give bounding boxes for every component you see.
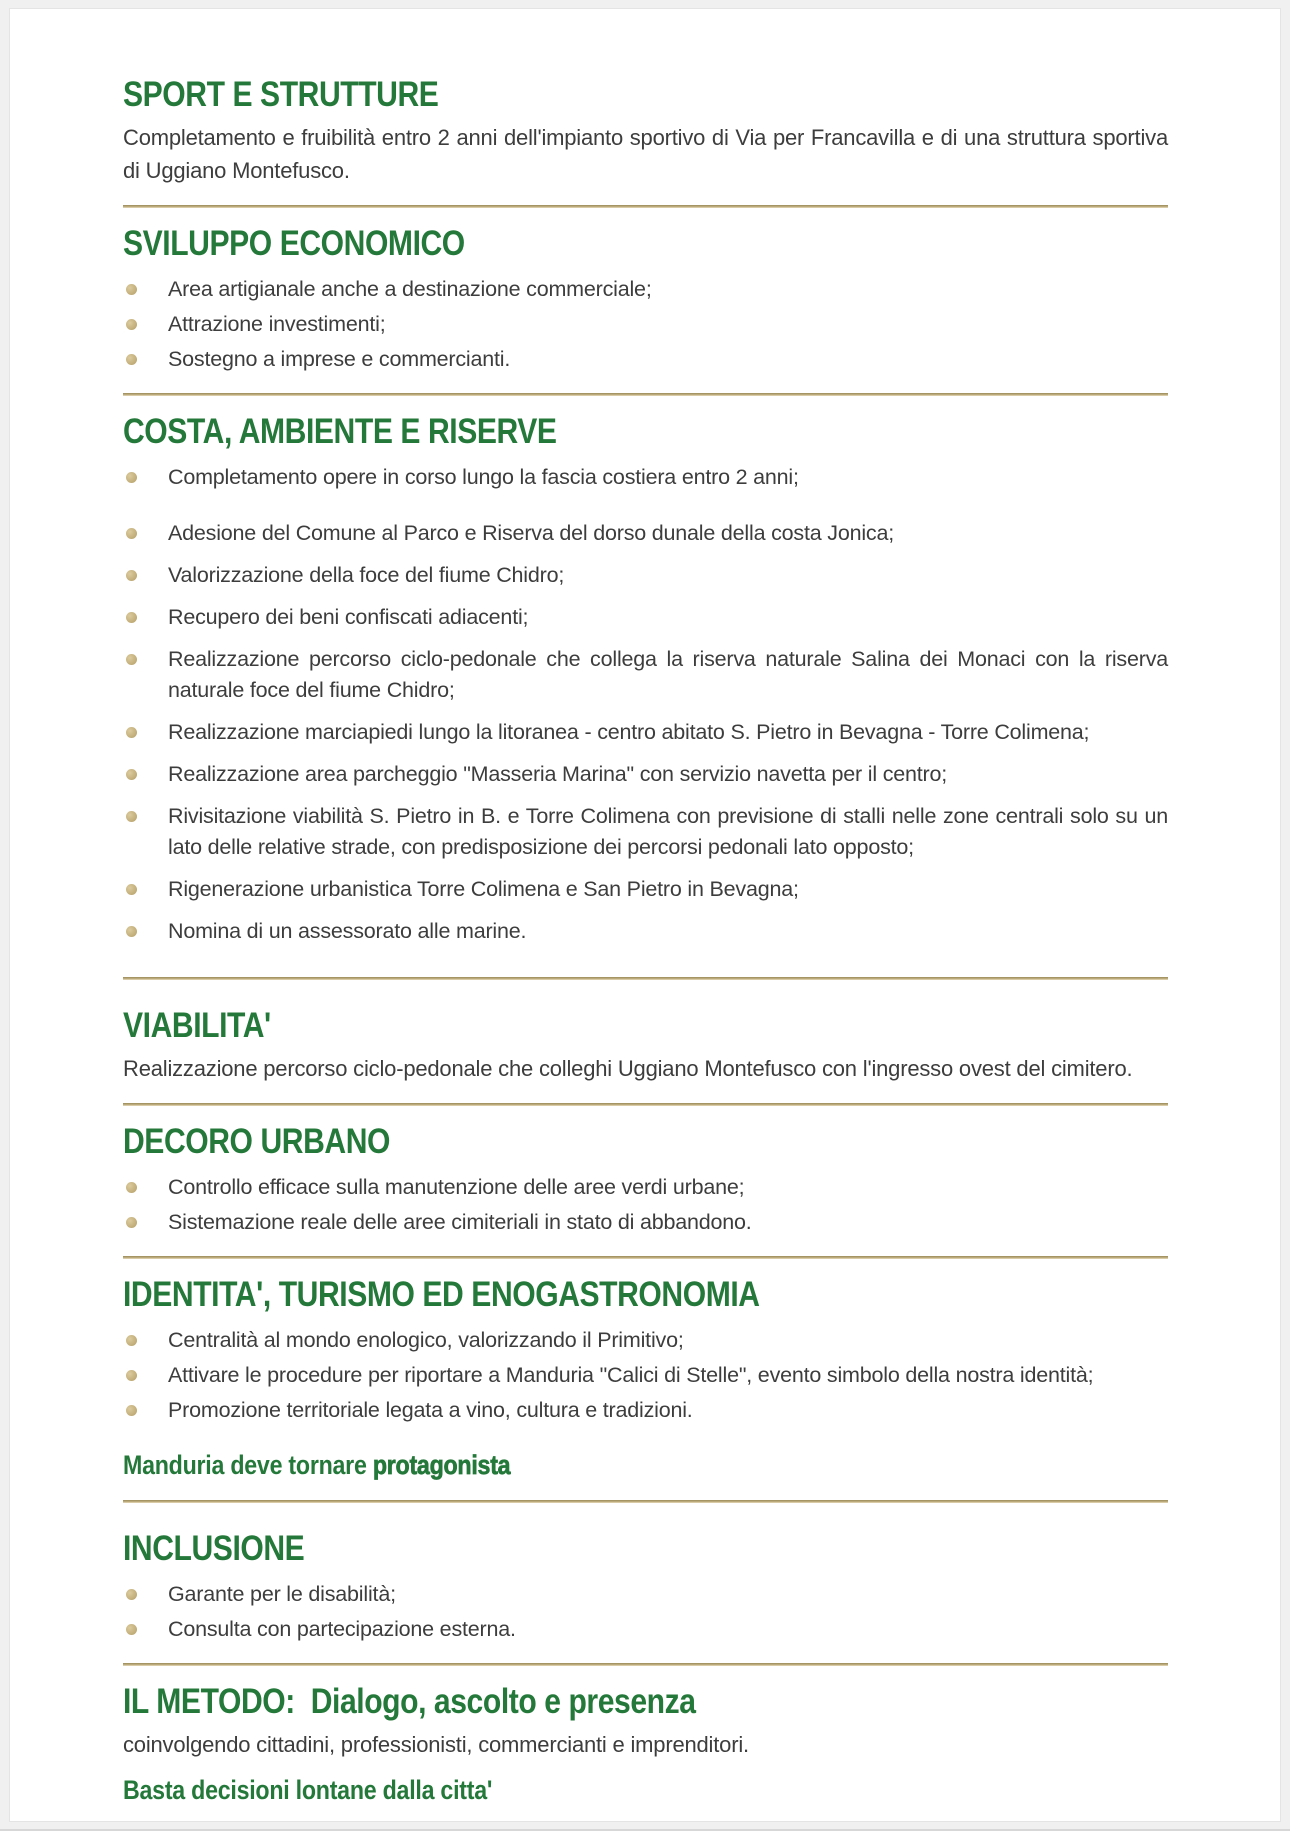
list-item-text: Area artigianale anche a destinazione commerciale; <box>168 277 652 301</box>
bullet-dot-icon <box>126 926 137 937</box>
list-item <box>123 1207 1168 1238</box>
list-item-text: Consulta con partecipazione esterna. <box>168 1617 516 1641</box>
section-paragraph: Completamento e fruibilità entro 2 anni dell'impianto sportivo di Via per Francavilla e di una struttura sportiva di Uggiano Montefusco. <box>123 125 1168 183</box>
bullet-dot-icon <box>126 570 137 581</box>
list-item <box>123 1579 1168 1610</box>
bullet-dot-icon <box>126 1370 137 1381</box>
section-title-identita-turismo-enogastronomia: IDENTITA', TURISMO ED ENOGASTRONOMIA <box>123 1275 760 1314</box>
list-item-text: Garante per le disabilità; <box>168 1582 396 1606</box>
list-item-text: Realizzazione marciapiedi lungo la litoranea - centro abitato S. Pietro in Bevagna - Torre Colimena; <box>168 720 1090 744</box>
bullet-dot-icon <box>126 1624 137 1635</box>
list-item <box>123 1325 1168 1356</box>
tagline-normal-text: Manduria deve tornare <box>123 1450 373 1480</box>
bullet-dot-icon <box>126 1182 137 1193</box>
list-item-text: Attrazione investimenti; <box>168 312 386 336</box>
list-item <box>123 644 1168 706</box>
bullet-dot-icon <box>126 654 137 665</box>
bullet-list <box>123 462 1168 947</box>
bullet-dot-icon <box>126 1217 137 1228</box>
divider <box>123 1500 1168 1503</box>
list-item <box>123 1395 1168 1426</box>
list-item-text: Centralità al mondo enologico, valorizzando il Primitivo; <box>168 1328 684 1352</box>
list-item-text: Sistemazione reale delle aree cimiteriali in stato di abbandono. <box>168 1210 752 1234</box>
section-paragraph: coinvolgendo cittadini, professionisti, commercianti e imprenditori. <box>123 1732 749 1757</box>
section-title-viabilita: VIABILITA' <box>123 1006 271 1045</box>
list-item-text: Adesione del Comune al Parco e Riserva del dorso dunale della costa Jonica; <box>168 521 894 545</box>
list-item <box>123 560 1168 591</box>
list-item <box>123 602 1168 633</box>
list-item-text: Recupero dei beni confiscati adiacenti; <box>168 605 529 629</box>
list-item <box>123 344 1168 375</box>
divider <box>123 393 1168 396</box>
divider <box>123 1103 1168 1106</box>
section-title-inclusione: INCLUSIONE <box>123 1529 305 1568</box>
bullet-dot-icon <box>126 884 137 895</box>
list-item <box>123 462 1168 493</box>
list-item <box>123 874 1168 905</box>
divider <box>123 1256 1168 1259</box>
bullet-dot-icon <box>126 612 137 623</box>
list-item-text: Rigenerazione urbanistica Torre Colimena e San Pietro in Bevagna; <box>168 877 799 901</box>
list-item <box>123 1172 1168 1203</box>
bullet-dot-icon <box>126 354 137 365</box>
list-item-text: Sostegno a imprese e commercianti. <box>168 347 511 371</box>
section-title-sviluppo-economico: SVILUPPO ECONOMICO <box>123 224 465 263</box>
bullet-list <box>123 1579 1168 1645</box>
list-item-text: Promozione territoriale legata a vino, cultura e tradizioni. <box>168 1398 693 1422</box>
divider <box>123 205 1168 208</box>
bullet-dot-icon <box>126 769 137 780</box>
section-paragraph: Realizzazione percorso ciclo-pedonale che colleghi Uggiano Montefusco con l'ingresso ovest del cimitero. <box>123 1056 1133 1081</box>
section-title-sport-e-strutture: SPORT E STRUTTURE <box>123 75 439 114</box>
list-item-text: Rivisitazione viabilità S. Pietro in B. e Torre Colimena con previsione di stalli nelle zone centrali solo su un lato delle relative strade, con predisposizione dei percorsi pedonali lato opposto; <box>168 804 1168 859</box>
bullet-dot-icon <box>126 727 137 738</box>
list-item-text: Attivare le procedure per riportare a Manduria "Calici di Stelle", evento simbolo della nostra identità; <box>168 1363 1094 1387</box>
bullet-dot-icon <box>126 284 137 295</box>
bullet-dot-icon <box>126 1335 137 1346</box>
list-item <box>123 309 1168 340</box>
bullet-list <box>123 1325 1168 1426</box>
list-item <box>123 1360 1168 1391</box>
list-item <box>123 518 1168 549</box>
tagline-manduria <box>123 1448 1022 1482</box>
bullet-list <box>123 274 1168 375</box>
section-title-decoro-urbano: DECORO URBANO <box>123 1122 390 1161</box>
section-title-il-metodo: IL METODO: Dialogo, ascolto e presenza <box>123 1682 696 1721</box>
list-item <box>123 274 1168 305</box>
tagline-basta-decisioni: Basta decisioni lontane dalla citta' <box>123 1775 493 1805</box>
bullet-dot-icon <box>126 811 137 822</box>
document-page <box>9 8 1281 1822</box>
bullet-dot-icon <box>126 1589 137 1600</box>
section-title-costa-ambiente-riserve: COSTA, AMBIENTE E RISERVE <box>123 412 557 451</box>
divider <box>123 977 1168 980</box>
bullet-dot-icon <box>126 528 137 539</box>
list-item <box>123 916 1168 947</box>
list-item <box>123 759 1168 790</box>
list-item-text: Nomina di un assessorato alle marine. <box>168 919 527 943</box>
list-item-text: Realizzazione area parcheggio "Masseria Marina" con servizio navetta per il centro; <box>168 762 948 786</box>
list-item-text: Controllo efficace sulla manutenzione delle aree verdi urbane; <box>168 1175 745 1199</box>
divider <box>123 1663 1168 1666</box>
list-item <box>123 717 1168 748</box>
bullet-dot-icon <box>126 1405 137 1416</box>
list-item-text: Realizzazione percorso ciclo-pedonale che collega la riserva naturale Salina dei Monaci con la riserva naturale foce del fiume Chidro; <box>168 647 1168 702</box>
list-item <box>123 1614 1168 1645</box>
bullet-dot-icon <box>126 472 137 483</box>
bullet-dot-icon <box>126 319 137 330</box>
tagline-bold-text: protagonista <box>372 1450 511 1480</box>
list-item-text: Valorizzazione della foce del fiume Chidro; <box>168 563 565 587</box>
list-item <box>123 801 1168 863</box>
list-item-text: Completamento opere in corso lungo la fascia costiera entro 2 anni; <box>168 465 799 489</box>
bullet-list <box>123 1172 1168 1238</box>
